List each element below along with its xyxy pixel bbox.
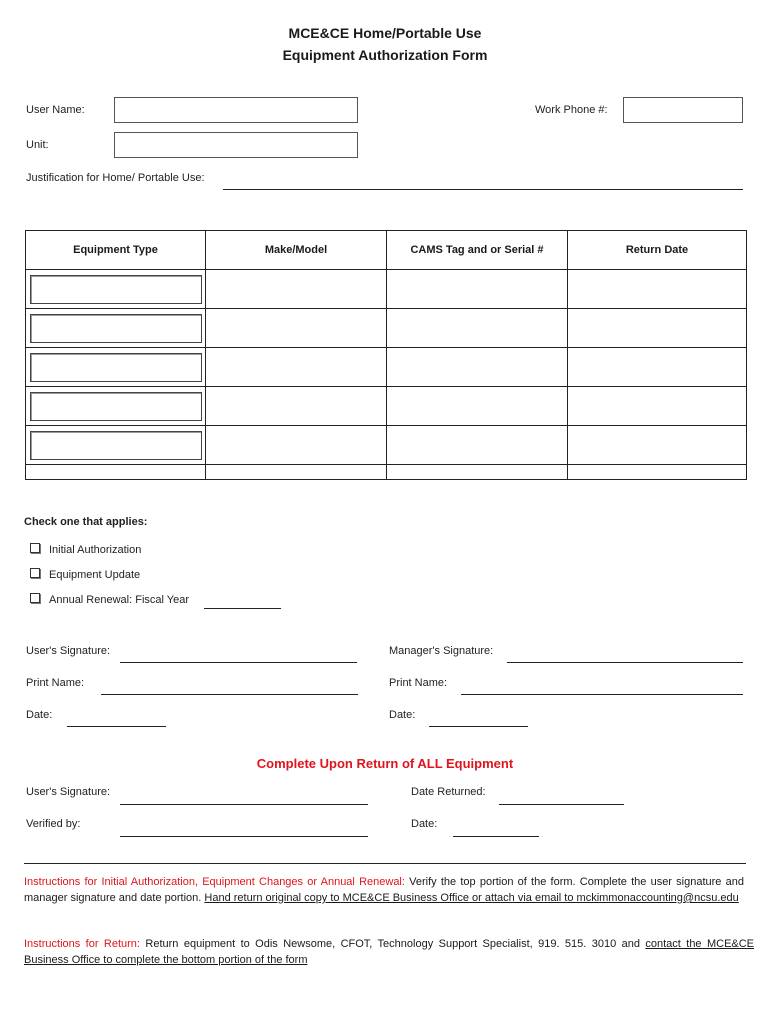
equipment-update-label: Equipment Update: [49, 569, 141, 581]
return-date-cell[interactable]: [568, 348, 747, 387]
empty-cell: [26, 465, 206, 480]
form-title-line1: MCE&CE Home/Portable Use: [288, 25, 482, 41]
annual-renewal-label: Annual Renewal: Fiscal Year: [49, 594, 190, 606]
initial-instructions-text: Verify the top portion of the form. Complete the user signature and manager signature and date portion.: [24, 876, 744, 904]
user-print-name-label: Print Name:: [26, 677, 85, 689]
user-date-line[interactable]: [67, 726, 166, 727]
verified-by-line[interactable]: [120, 836, 368, 837]
initial-instructions: [24, 874, 744, 906]
table-row: [26, 309, 747, 348]
equipment-type-field[interactable]: [30, 392, 202, 421]
justification-line[interactable]: [223, 189, 743, 190]
return-date-label: Date:: [411, 818, 438, 830]
unit-label: Unit:: [26, 139, 49, 151]
verified-by-label: Verified by:: [26, 818, 81, 830]
return-date-cell[interactable]: [568, 387, 747, 426]
section-divider: [24, 863, 746, 864]
manager-signature-line[interactable]: [507, 662, 743, 663]
form-title-line2: Equipment Authorization Form: [282, 47, 488, 63]
initial-instructions-email[interactable]: Hand return original copy to MCE&CE Business Office or attach via email to mckimmonaccounting@ncsu.edu: [204, 892, 739, 904]
cams-tag-cell[interactable]: [387, 387, 568, 426]
return-date-cell[interactable]: [568, 270, 747, 309]
col-header-cams-tag: CAMS Tag and or Serial #: [387, 231, 568, 270]
manager-date-label: Date:: [389, 709, 416, 721]
return-date-cell[interactable]: [568, 426, 747, 465]
unit-field[interactable]: [114, 132, 358, 158]
return-section-heading: Complete Upon Return of ALL Equipment: [256, 756, 514, 771]
equipment-type-field[interactable]: [30, 431, 202, 460]
make-model-cell[interactable]: [206, 270, 387, 309]
empty-cell: [206, 465, 387, 480]
initial-authorization-label: Initial Authorization: [49, 544, 142, 556]
equipment-type-cell: [26, 309, 206, 348]
return-user-signature-line[interactable]: [120, 804, 368, 805]
return-instructions-contact: contact the MCE&CE Business Office to complete the bottom portion of the form: [24, 938, 755, 966]
equipment-type-cell: [26, 426, 206, 465]
empty-cell: [568, 465, 747, 480]
return-date-line[interactable]: [453, 836, 539, 837]
user-name-field[interactable]: [114, 97, 358, 123]
make-model-cell[interactable]: [206, 426, 387, 465]
equipment-table: [25, 230, 747, 480]
work-phone-label: Work Phone #:: [535, 104, 608, 116]
equipment-type-cell: [26, 387, 206, 426]
user-signature-line[interactable]: [120, 662, 357, 663]
user-name-label: User Name:: [26, 104, 85, 116]
cams-tag-cell[interactable]: [387, 426, 568, 465]
manager-print-name-line[interactable]: [461, 694, 743, 695]
return-date-cell[interactable]: [568, 309, 747, 348]
manager-date-line[interactable]: [429, 726, 528, 727]
check-heading: Check one that applies:: [24, 516, 148, 528]
equipment-type-cell: [26, 270, 206, 309]
table-row: [26, 426, 747, 465]
work-phone-field[interactable]: [623, 97, 743, 123]
initial-authorization-checkbox[interactable]: [30, 543, 40, 553]
table-row: [26, 465, 747, 480]
table-row: [26, 270, 747, 309]
user-signature-label: User's Signature:: [26, 645, 111, 657]
return-instructions: [24, 936, 754, 968]
manager-print-name-label: Print Name:: [389, 677, 448, 689]
justification-label: Justification for Home/ Portable Use:: [26, 172, 205, 184]
table-row: [26, 387, 747, 426]
cams-tag-cell[interactable]: [387, 348, 568, 387]
col-header-equipment-type: Equipment Type: [26, 231, 206, 270]
make-model-cell[interactable]: [206, 387, 387, 426]
date-returned-label: Date Returned:: [411, 786, 486, 798]
make-model-cell[interactable]: [206, 348, 387, 387]
user-date-label: Date:: [26, 709, 53, 721]
col-header-return-date: Return Date: [568, 231, 747, 270]
table-row: [26, 348, 747, 387]
equipment-type-cell: [26, 348, 206, 387]
cams-tag-cell[interactable]: [387, 270, 568, 309]
equipment-type-field[interactable]: [30, 314, 202, 343]
col-header-make-model: Make/Model: [206, 231, 387, 270]
empty-cell: [387, 465, 568, 480]
return-user-signature-label: User's Signature:: [26, 786, 111, 798]
manager-signature-label: Manager's Signature:: [389, 645, 494, 657]
equipment-type-field[interactable]: [30, 353, 202, 382]
initial-instructions-heading: Instructions for Initial Authorization, Equipment Changes or Annual Renewal:: [24, 876, 405, 888]
table-header-row: [26, 231, 747, 270]
user-print-name-line[interactable]: [101, 694, 358, 695]
return-instructions-heading: Instructions for Return:: [24, 938, 140, 950]
fiscal-year-line[interactable]: [204, 608, 281, 609]
return-instructions-text: Return equipment to Odis Newsome, CFOT, Technology Support Specialist, 919. 515. 3010 and: [145, 938, 640, 950]
cams-tag-cell[interactable]: [387, 309, 568, 348]
equipment-type-field[interactable]: [30, 275, 202, 304]
date-returned-line[interactable]: [499, 804, 624, 805]
make-model-cell[interactable]: [206, 309, 387, 348]
annual-renewal-checkbox[interactable]: [30, 593, 40, 603]
equipment-update-checkbox[interactable]: [30, 568, 40, 578]
